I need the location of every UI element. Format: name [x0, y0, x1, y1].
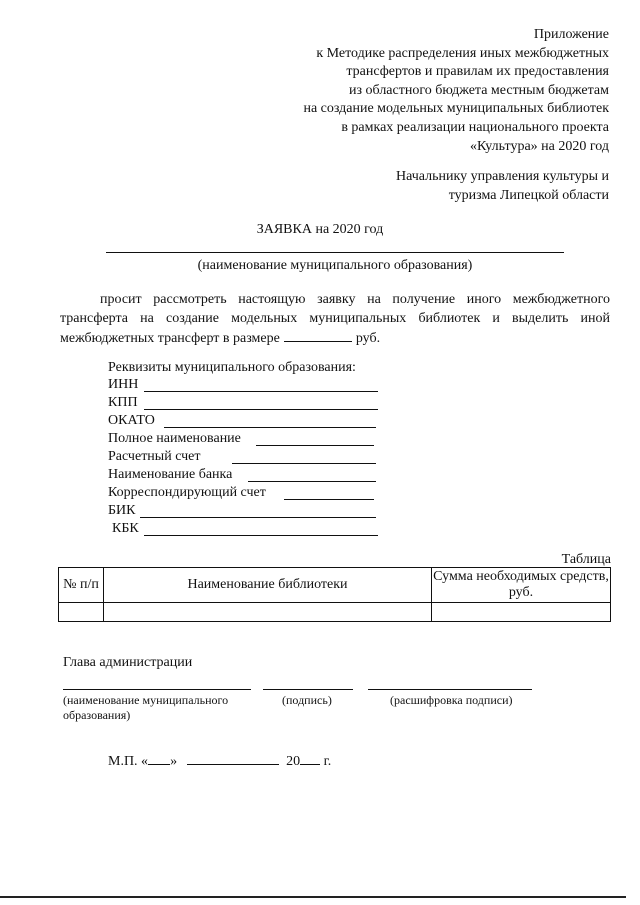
year-field[interactable] — [300, 752, 320, 765]
stamp-date-line — [108, 752, 331, 770]
requisite-row — [108, 431, 241, 447]
municipality-name-field[interactable] — [106, 252, 564, 253]
table-caption: Таблица — [561, 552, 611, 567]
stamp-label: М.П. « — [108, 754, 149, 769]
request-paragraph — [60, 290, 610, 348]
requisite-row — [108, 413, 155, 429]
document-title: ЗАЯВКА на 2020 год — [256, 222, 384, 237]
addressee-block — [396, 168, 609, 205]
day-field[interactable] — [148, 752, 170, 765]
addressee-line: туризма Липецкой области — [448, 187, 609, 203]
table-header-library: Наименование библиотеки — [104, 568, 432, 603]
inn-field[interactable] — [144, 391, 378, 392]
requisite-row — [112, 521, 139, 537]
appendix-line: «Культура» на 2020 год — [470, 138, 609, 154]
requisite-row — [108, 449, 201, 465]
table-header-number: № п/п — [59, 568, 104, 603]
appendix-line: трансфертов и правилам их предоставления — [346, 64, 609, 80]
municipality-caption: (наименование муниципального образования) — [197, 258, 473, 273]
requisite-label: КПП — [108, 395, 138, 410]
appendix-line: к Методике распределения иных межбюджетных — [316, 45, 609, 61]
head-of-administration-label: Глава администрации — [63, 655, 193, 670]
amount-field[interactable] — [284, 329, 352, 342]
addressee-line: Начальнику управления культуры и — [395, 169, 609, 184]
requisites-heading: Реквизиты муниципального образования: — [108, 360, 356, 375]
okato-field[interactable] — [164, 427, 376, 428]
corr-account-field[interactable] — [284, 499, 374, 500]
caption-text: (наименование муниципального образования) — [63, 693, 229, 722]
signature-caption: (подпись) — [282, 693, 332, 707]
table-cell-library[interactable] — [104, 603, 432, 622]
requisite-row — [108, 485, 266, 501]
month-field[interactable] — [187, 752, 279, 765]
appendix-line: в рамках реализации национального проекта — [341, 119, 609, 135]
requisite-label: Корреспондирующий счет — [108, 485, 266, 500]
quote-close: » — [170, 754, 178, 769]
page-bottom-rule — [0, 896, 626, 898]
kbk-field[interactable] — [144, 535, 378, 536]
table-row — [59, 603, 611, 622]
library-table — [58, 567, 611, 622]
table-cell-number[interactable] — [59, 603, 104, 622]
municipality-name-caption — [63, 693, 253, 723]
requisite-label: ИНН — [108, 377, 139, 392]
municipality-signature-field[interactable] — [63, 689, 251, 690]
year-suffix: г. — [323, 754, 332, 769]
appendix-line: Приложение — [533, 27, 609, 42]
bik-field[interactable] — [140, 517, 376, 518]
year-prefix: 20 — [286, 754, 301, 769]
request-currency: руб. — [355, 330, 381, 346]
table-cell-amount[interactable] — [432, 603, 611, 622]
account-field[interactable] — [232, 463, 376, 464]
requisite-label: Наименование банка — [108, 467, 233, 482]
appendix-block — [303, 26, 609, 156]
requisite-label: Расчетный счет — [108, 449, 201, 464]
appendix-line: на создание модельных муниципальных библиотек — [303, 101, 609, 117]
requisite-label: КБК — [112, 521, 139, 536]
request-text: просит рассмотреть настоящую заявку на получение иного межбюджетного трансферта на создание модельных муниципальных библиотек и выделить иной межбюджетных трансферт в размере — [60, 292, 610, 346]
requisite-row — [108, 395, 138, 411]
bank-name-field[interactable] — [248, 481, 376, 482]
requisite-row — [108, 503, 136, 519]
requisite-row — [108, 377, 138, 393]
table-header-amount: Сумма необходимых средств, руб. — [432, 568, 611, 603]
requisite-row — [108, 467, 232, 483]
requisite-label: ОКАТО — [108, 413, 155, 428]
requisite-label: БИК — [108, 503, 136, 518]
table-header-row — [59, 568, 611, 603]
full-name-field[interactable] — [256, 445, 374, 446]
kpp-field[interactable] — [144, 409, 378, 410]
signature-transcript-field[interactable] — [368, 689, 532, 690]
appendix-line: из областного бюджета местным бюджетам — [349, 82, 609, 98]
signature-field[interactable] — [263, 689, 353, 690]
requisite-label: Полное наименование — [108, 431, 241, 446]
signature-transcript-caption: (расшифровка подписи) — [390, 693, 513, 707]
